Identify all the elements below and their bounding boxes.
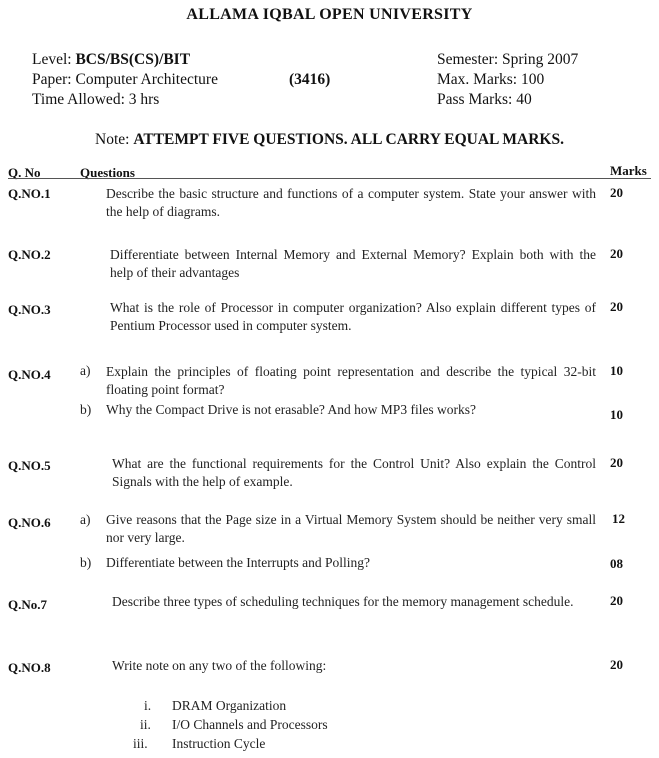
question-marks: 20 — [610, 246, 623, 261]
subpart-label: a) — [80, 512, 91, 527]
semester: Semester: Spring 2007 — [437, 51, 579, 68]
question-marks: 20 — [610, 455, 623, 470]
question-number: Q.NO.5 — [8, 458, 51, 473]
paper-label: Paper: — [32, 71, 72, 88]
col-qno: Q. No — [8, 165, 41, 180]
question-marks: 20 — [610, 185, 623, 200]
time-allowed: Time Allowed: 3 hrs — [32, 91, 160, 108]
question-text: Write note on any two of the following: — [112, 658, 327, 673]
question-number: Q.NO.1 — [8, 186, 51, 201]
question-number: Q.NO.8 — [8, 660, 51, 675]
subpart-marks: 10 — [610, 363, 623, 378]
question-marks: 20 — [610, 593, 623, 608]
level-line — [32, 50, 190, 70]
question-text: What is the role of Processor in computer organization? Also explain different types of Pentium Processor used in computer system. — [110, 300, 596, 333]
level-value: BCS/BS(CS)/BIT — [75, 51, 191, 68]
question-marks: 20 — [610, 657, 623, 672]
question-number: Q.NO.2 — [8, 247, 51, 262]
subpart-text: Give reasons that the Page size in a Virtual Memory System should be neither very small nor very large. — [106, 512, 596, 545]
paper-value: Computer Architecture — [75, 71, 218, 88]
question-number: Q.NO.3 — [8, 302, 51, 317]
subpart-marks: 08 — [610, 556, 623, 571]
question-number: Q.NO.4 — [8, 367, 51, 382]
list-item-number: iii. — [133, 736, 148, 751]
subpart-marks: 10 — [610, 407, 623, 422]
pass-marks: Pass Marks: 40 — [437, 91, 532, 108]
subpart-text: Why the Compact Drive is not erasable? And how MP3 files works? — [106, 402, 477, 417]
question-text: Describe the basic structure and functions of a computer system. State your answer with the help of diagrams. — [106, 186, 596, 219]
instructions-note — [0, 131, 659, 149]
paper-code: (3416) — [289, 71, 331, 88]
list-item-number: i. — [144, 698, 152, 713]
note-text: ATTEMPT FIVE QUESTIONS. ALL CARRY EQUAL MARKS. — [133, 131, 564, 148]
question-text: What are the functional requirements for the Control Unit? Also explain the Control Signals with the help of example. — [112, 456, 596, 489]
subpart-label: b) — [80, 555, 92, 570]
list-item: I/O Channels and Processors — [172, 717, 328, 732]
university-title: ALLAMA IQBAL OPEN UNIVERSITY — [186, 6, 473, 23]
subpart-text: Differentiate between the Interrupts and Polling? — [106, 555, 371, 570]
question-number: Q.No.7 — [8, 597, 47, 612]
subpart-label: a) — [80, 363, 91, 378]
paper-line — [32, 70, 218, 90]
question-marks: 20 — [610, 299, 623, 314]
header-divider — [8, 178, 651, 179]
note-prefix: Note: — [95, 131, 130, 148]
col-questions: Questions — [80, 165, 135, 180]
subpart-text: Explain the principles of floating point representation and describe the typical 32-bit floating point format? — [106, 364, 596, 397]
max-marks: Max. Marks: 100 — [437, 71, 545, 88]
level-label: Level: — [32, 51, 72, 68]
subpart-label: b) — [80, 402, 92, 417]
question-number: Q.NO.6 — [8, 515, 51, 530]
question-text: Describe three types of scheduling techniques for the memory management schedule. — [112, 594, 574, 609]
col-marks: Marks — [610, 163, 647, 178]
question-text: Differentiate between Internal Memory and External Memory? Explain both with the help of their advantages — [110, 247, 596, 280]
list-item: DRAM Organization — [172, 698, 287, 713]
subpart-marks: 12 — [612, 511, 625, 526]
list-item: Instruction Cycle — [172, 736, 266, 751]
list-item-number: ii. — [140, 717, 151, 732]
